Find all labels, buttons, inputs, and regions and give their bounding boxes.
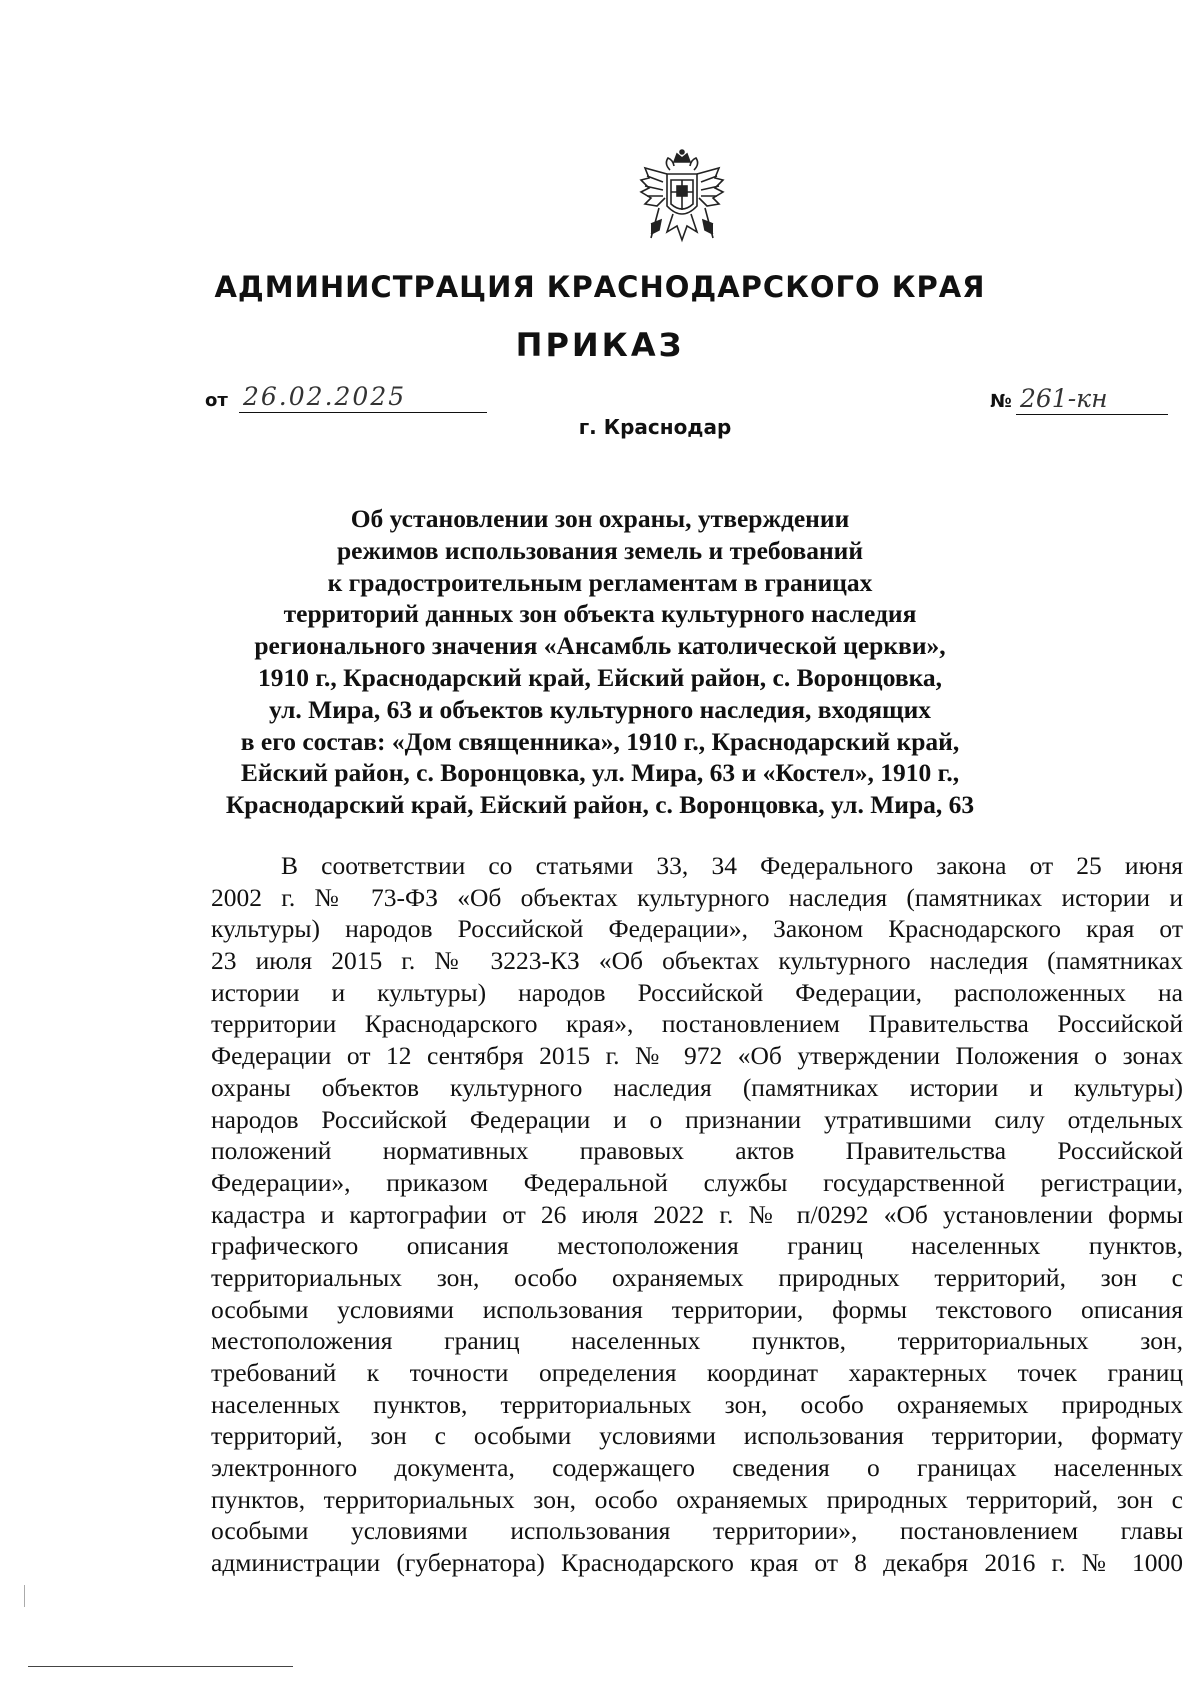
heading-line: регионального значения «Ансамбль католической церкви», bbox=[254, 631, 946, 661]
heading-line: к градостроительным регламентам в границах bbox=[327, 567, 873, 597]
body-line: требований к точности определения координат характерных точек границ bbox=[211, 1358, 1183, 1387]
body-line: 23 июля 2015 г. № 3223-КЗ «Об объектах культурного наследия (памятниках bbox=[211, 946, 1183, 976]
number-value: 261-кн bbox=[1020, 384, 1108, 413]
date-value: 26.02.2025 bbox=[243, 382, 407, 411]
organization-title: АДМИНИСТРАЦИЯ КРАСНОДАРСКОГО КРАЯ bbox=[214, 270, 986, 304]
body-line: Федерации от 12 сентября 2015 г. № 972 «Об утверждении Положения о зонах bbox=[211, 1041, 1183, 1071]
body-line: территории Краснодарского края», постановлением Правительства Российской bbox=[211, 1009, 1183, 1039]
body-line: населенных пунктов, территориальных зон, особо охраняемых природных bbox=[211, 1389, 1183, 1419]
body-line: электронного документа, содержащего сведения о границах населенных bbox=[211, 1453, 1183, 1483]
body-line: положений нормативных правовых актов Правительства Российской bbox=[211, 1136, 1183, 1166]
heading-line: Краснодарский край, Ейский район, с. Воронцовка, ул. Мира, 63 bbox=[225, 790, 975, 820]
heading-line: в его состав: «Дом священника», 1910 г., Краснодарский край, bbox=[240, 726, 960, 756]
date-prefix: от bbox=[205, 390, 228, 411]
document-heading bbox=[0, 503, 1200, 821]
footer-rule bbox=[28, 1666, 293, 1667]
body-line: В соответствии со статьями 33, 34 Федерального закона от 25 июня bbox=[281, 851, 1183, 880]
heading-line: Об установлении зон охраны, утверждении bbox=[350, 504, 850, 533]
body-line: особыми условиями использования территории», постановлением главы bbox=[211, 1516, 1183, 1546]
body-line: территорий, зон с особыми условиями использования территории, формату bbox=[211, 1421, 1183, 1451]
document-type: ПРИКАЗ bbox=[515, 326, 685, 364]
date-field bbox=[205, 382, 487, 416]
coat-of-arms-icon bbox=[637, 148, 727, 248]
body-line: местоположения границ населенных пунктов, территориальных зон, bbox=[211, 1326, 1183, 1356]
number-prefix: № bbox=[990, 391, 1012, 412]
heading-line: ул. Мира, 63 и объектов культурного наследия, входящих bbox=[268, 694, 932, 724]
body-line: территориальных зон, особо охраняемых природных территорий, зон с bbox=[211, 1262, 1183, 1292]
body-line: особыми условиями использования территории, формы текстового описания bbox=[211, 1294, 1183, 1324]
city: г. Краснодар bbox=[578, 415, 732, 439]
heading-line: территорий данных зон объекта культурного наследия bbox=[283, 599, 917, 629]
body-line: кадастра и картографии от 26 июля 2022 г. № п/0292 «Об установлении формы bbox=[211, 1199, 1183, 1229]
heading-line: 1910 г., Краснодарский край, Ейский район, с. Воронцовка, bbox=[257, 662, 943, 692]
number-field bbox=[990, 384, 1168, 418]
date-underline bbox=[239, 412, 487, 413]
heading-line: режимов использования земель и требований bbox=[336, 535, 864, 565]
body-line: администрации (губернатора) Краснодарского края от 8 декабря 2016 г. № 1000 bbox=[211, 1548, 1183, 1578]
body-line: 2002 г. № 73-ФЗ «Об объектах культурного наследия (памятниках истории и bbox=[211, 882, 1183, 912]
body-line: пунктов, территориальных зон, особо охраняемых природных территорий, зон с bbox=[211, 1484, 1183, 1514]
heading-line: Ейский район, с. Воронцовка, ул. Мира, 63 и «Костел», 1910 г., bbox=[240, 758, 960, 788]
body-line: охраны объектов культурного наследия (памятниках истории и культуры) bbox=[211, 1072, 1183, 1102]
body-line: культуры) народов Российской Федерации», Законом Краснодарского края от bbox=[211, 914, 1183, 944]
body-paragraph bbox=[211, 850, 1183, 1579]
scan-margin-mark bbox=[24, 1585, 25, 1607]
body-line: графического описания местоположения границ населенных пунктов, bbox=[211, 1231, 1183, 1261]
body-line: Федерации», приказом Федеральной службы государственной регистрации, bbox=[211, 1167, 1183, 1197]
body-line: истории и культуры) народов Российской Федерации, расположенных на bbox=[211, 977, 1183, 1007]
body-line: народов Российской Федерации и о признании утратившими силу отдельных bbox=[211, 1104, 1183, 1134]
